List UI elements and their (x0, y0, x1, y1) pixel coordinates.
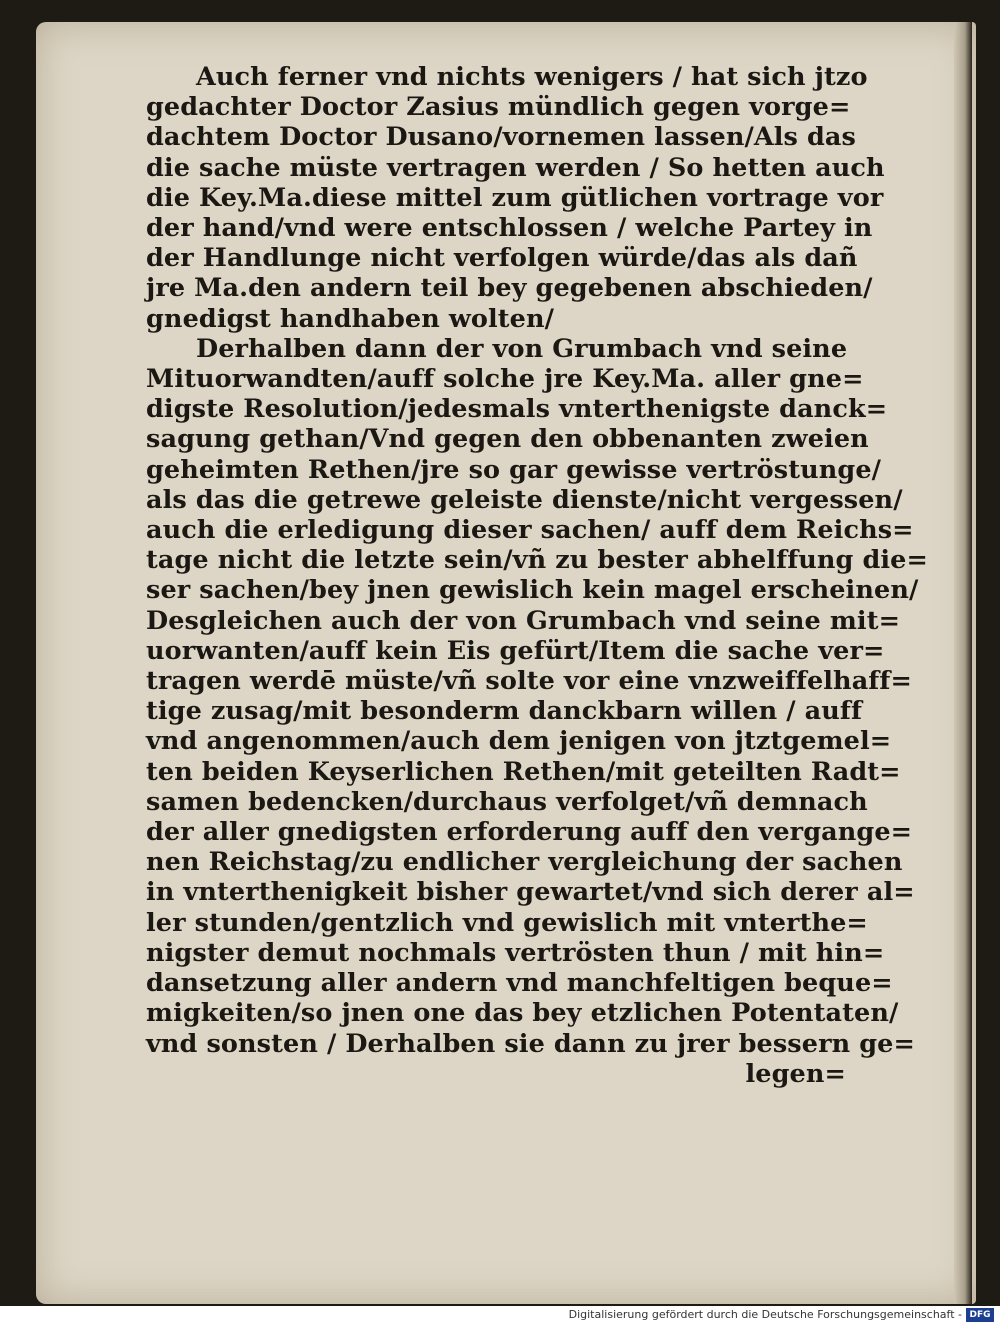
dfg-logo-icon: DFG (966, 1308, 994, 1322)
text-line: ler stunden/gentzlich vnd gewislich mit vnterthe= (146, 907, 868, 938)
funding-credit: Digitalisierung gefördert durch die Deutsche Forschungsgemeinschaft - (568, 1308, 962, 1321)
text-line: der aller gnedigsten erforderung auff den vergange= (146, 817, 913, 848)
footer-bar (0, 1306, 1000, 1326)
text-line: nigster demut nochmals vertrösten thun / mit hin= (146, 937, 885, 968)
text-line: Derhalben dann der von Grumbach vnd seine (196, 333, 848, 364)
page-text (146, 62, 928, 1089)
text-line: sagung gethan/Vnd gegen den obbenanten zweien (146, 424, 869, 455)
text-line: gnedigst handhaben wolten/ (146, 303, 555, 334)
text-line: die Key.Ma.diese mittel zum gütlichen vortrage vor (146, 182, 884, 213)
text-line: ser sachen/bey jnen gewislich kein magel erscheinen/ (146, 575, 919, 606)
text-line: nen Reichstag/zu endlicher vergleichung der sachen (146, 847, 903, 878)
text-line: uorwanten/auff kein Eis gefürt/Item die sache ver= (146, 635, 885, 666)
text-line: dansetzung aller andern vnd manchfeltigen beque= (146, 968, 893, 999)
text-line: Desgleichen auch der von Grumbach vnd seine mit= (146, 605, 901, 636)
text-line: digste Resolution/jedesmals vnterthenigste danck= (146, 394, 888, 425)
text-line: jre Ma.den andern teil bey gegebenen abschieden/ (146, 273, 873, 304)
text-line: Mituorwandten/auff solche jre Key.Ma. aller gne= (146, 364, 864, 395)
text-line: gedachter Doctor Zasius mündlich gegen vorge= (146, 92, 851, 123)
text-line: der Handlunge nicht verfolgen würde/das als dañ (146, 243, 858, 274)
text-line: migkeiten/so jnen one das bey etzlichen Potentaten/ (146, 998, 899, 1029)
text-line: in vnterthenigkeit bisher gewartet/vnd sich derer al= (146, 877, 915, 908)
text-line: als das die getrewe geleiste dienste/nicht vergessen/ (146, 484, 903, 515)
text-line: ten beiden Keyserlichen Rethen/mit geteilten Radt= (146, 756, 901, 787)
text-line: die sache müste vertragen werden / So hetten auch (146, 152, 885, 183)
text-line: tragen werdē müste/vñ solte vor eine vnzweiffelhaff= (146, 666, 912, 697)
text-line: der hand/vnd were entschlossen / welche Partey in (146, 213, 873, 244)
catchword: legen= (745, 1058, 846, 1089)
text-line: dachtem Doctor Dusano/vornemen lassen/Als das (146, 122, 856, 153)
text-line: geheimten Rethen/jre so gar gewisse vertröstunge/ (146, 454, 882, 485)
text-line: auch die erledigung dieser sachen/ auff dem Reichs= (146, 515, 914, 546)
text-line: Auch ferner vnd nichts wenigers / hat sich jtzo (196, 62, 868, 92)
page-edge (954, 22, 972, 1304)
text-line: samen bedencken/durchaus verfolget/vñ demnach (146, 786, 868, 817)
text-line: vnd angenommen/auch dem jenigen von jtztgemel= (146, 726, 892, 757)
text-line: tige zusag/mit besonderm danckbarn willen / auff (146, 696, 863, 727)
text-line: vnd sonsten / Derhalben sie dann zu jrer bessern ge= (146, 1028, 915, 1059)
text-line: tage nicht die letzte sein/vñ zu bester abhelffung die= (146, 545, 928, 576)
